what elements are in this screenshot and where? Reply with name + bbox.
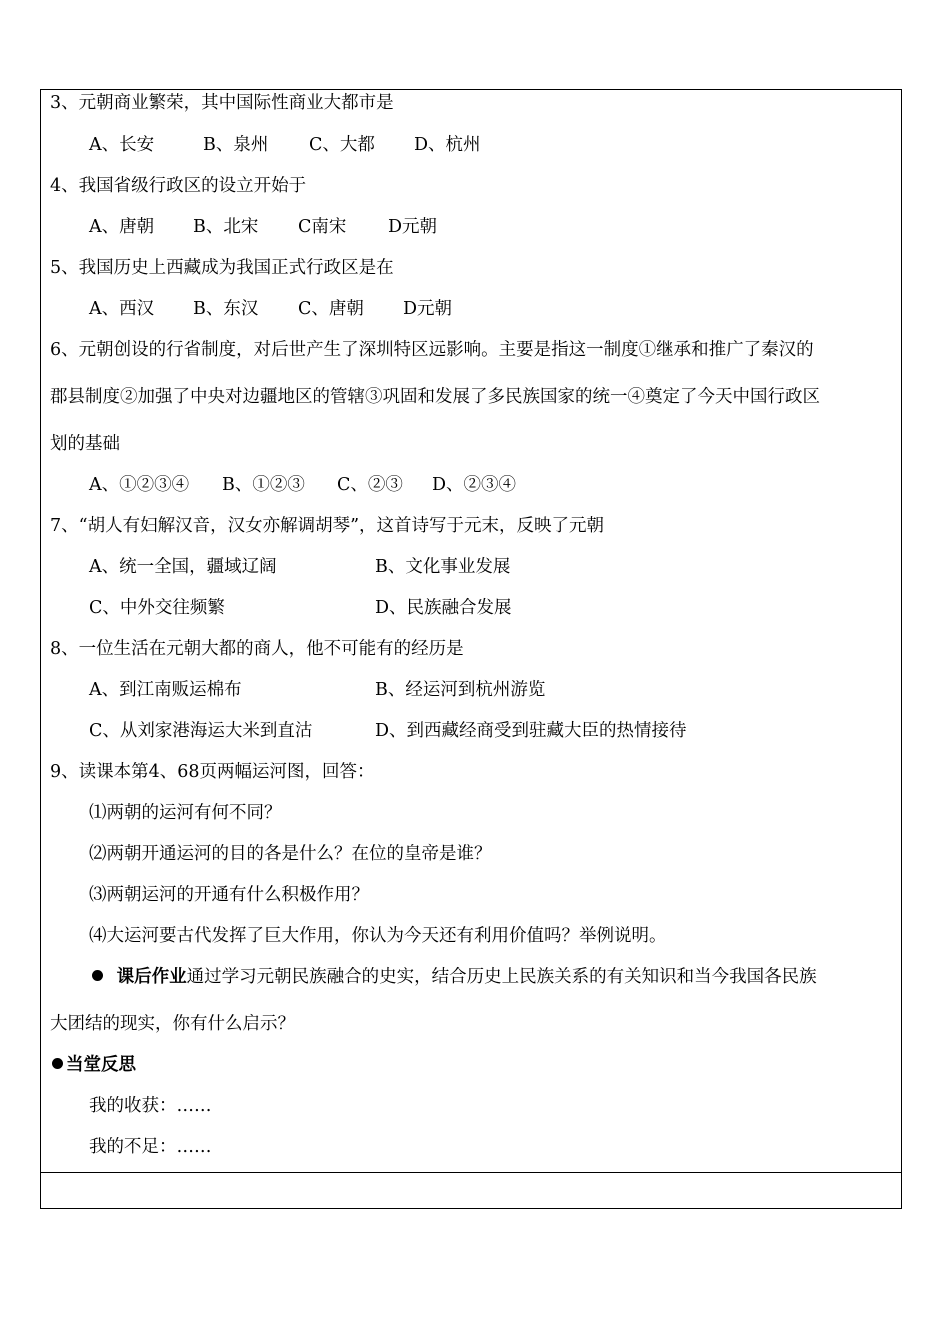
- q9-sub-1: ⑴两朝的运河有何不同？: [89, 803, 282, 823]
- q4-option-d: D元朝: [388, 217, 438, 237]
- q4-stem: 4、我国省级行政区的设立开始于: [50, 176, 307, 196]
- reflection-shortcomings: 我的不足：……: [89, 1137, 212, 1157]
- bullet-icon: [92, 970, 103, 981]
- q9-sub-3: ⑶两朝运河的开通有什么积极作用？: [89, 885, 369, 905]
- reflection-title: 当堂反思: [66, 1055, 136, 1075]
- q3-stem: 3、元朝商业繁荣，其中国际性商业大都市是: [50, 93, 394, 113]
- q5-option-d: D元朝: [403, 299, 453, 319]
- q7-option-a: A、统一全国，疆域辽阔: [89, 557, 277, 577]
- q4-option-b: B、北宋: [193, 217, 259, 237]
- homework-line-2: 大团结的现实，你有什么启示？: [50, 1014, 295, 1034]
- table-divider: [40, 1172, 902, 1173]
- homework-label: 课后作业: [116, 967, 187, 987]
- q5-option-c: C、唐朝: [298, 299, 364, 319]
- q7-option-b: B、文化事业发展: [375, 557, 511, 577]
- q7-option-d: D、民族融合发展: [375, 598, 512, 618]
- q5-stem: 5、我国历史上西藏成为我国正式行政区是在: [50, 258, 394, 278]
- q5-option-b: B、东汉: [193, 299, 259, 319]
- q9-sub-2: ⑵两朝开通运河的目的各是什么？在位的皇帝是谁？: [89, 844, 492, 864]
- q8-option-b: B、经运河到杭州游览: [375, 680, 546, 700]
- q8-option-c: C、从刘家港海运大米到直沽: [89, 721, 313, 741]
- q3-option-d: D、杭州: [414, 135, 481, 155]
- q9-stem: 9、读课本第4、68页两幅运河图，回答：: [50, 762, 375, 782]
- q6-stem-line-3: 划的基础: [50, 434, 120, 454]
- q4-option-a: A、唐朝: [89, 217, 155, 237]
- q8-option-d: D、到西藏经商受到驻藏大臣的热情接待: [375, 721, 687, 741]
- homework-text-1: 通过学习元朝民族融合的史实，结合历史上民族关系的有关知识和当今我国各民族: [186, 967, 817, 987]
- q8-option-a: A、到江南贩运棉布: [89, 680, 242, 700]
- q6-stem-line-2: 郡县制度②加强了中央对边疆地区的管辖③巩固和发展了多民族国家的统一④奠定了今天中国行政区: [50, 387, 820, 407]
- q8-stem: 8、一位生活在元朝大都的商人，他不可能有的经历是: [50, 639, 464, 659]
- q5-option-a: A、西汉: [89, 299, 155, 319]
- q6-option-c: C、②③: [337, 475, 403, 495]
- q3-option-b: B、泉州: [203, 135, 269, 155]
- q6-stem-line-1: 6、元朝创设的行省制度，对后世产生了深圳特区远影响。主要是指这一制度①继承和推广了秦汉的: [50, 340, 814, 360]
- q6-option-a: A、①②③④: [89, 475, 190, 495]
- reflection-gains: 我的收获：……: [89, 1096, 212, 1116]
- q4-option-c: C南宋: [298, 217, 347, 237]
- q9-sub-4: ⑷大运河要古代发挥了巨大作用，你认为今天还有利用价值吗？举例说明。: [89, 926, 667, 946]
- homework-line-1: [92, 966, 817, 988]
- q3-option-c: C、大都: [309, 135, 375, 155]
- q3-option-a: A、长安: [89, 135, 155, 155]
- q6-option-b: B、①②③: [222, 475, 305, 495]
- reflection-heading: [52, 1054, 136, 1076]
- q7-option-c: C、中外交往频繁: [89, 598, 225, 618]
- q7-stem: 7、“胡人有妇解汉音，汉女亦解调胡琴”，这首诗写于元末，反映了元朝: [50, 516, 605, 536]
- q6-option-d: D、②③④: [432, 475, 517, 495]
- bullet-icon: [52, 1058, 63, 1069]
